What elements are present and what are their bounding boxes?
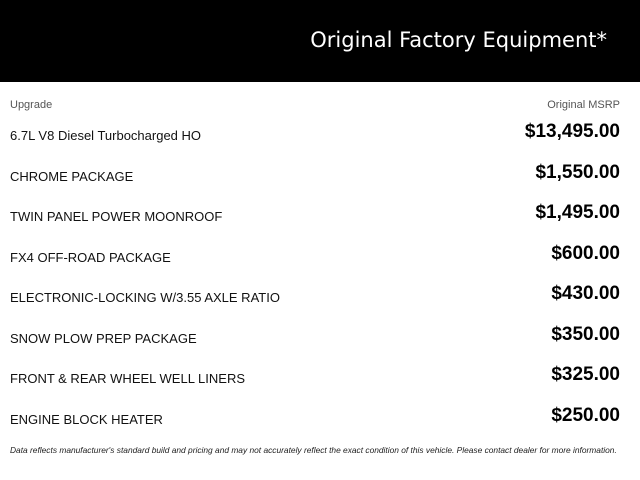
equipment-list xyxy=(0,116,640,440)
list-item xyxy=(0,238,640,279)
page-header xyxy=(0,0,640,82)
item-name: ELECTRONIC-LOCKING W/3.55 AXLE RATIO xyxy=(10,290,280,305)
list-item xyxy=(0,116,640,157)
item-name: FX4 OFF-ROAD PACKAGE xyxy=(10,249,171,265)
item-name: SNOW PLOW PREP PACKAGE xyxy=(10,330,197,346)
list-item xyxy=(0,400,640,441)
item-price: $1,550.00 xyxy=(535,161,620,183)
item-price: $325.00 xyxy=(551,364,620,385)
item-name: FRONT & REAR WHEEL WELL LINERS xyxy=(10,371,246,386)
list-item xyxy=(0,319,640,360)
item-name: ENGINE BLOCK HEATER xyxy=(10,411,163,427)
list-item xyxy=(0,197,640,238)
item-price: $350.00 xyxy=(551,323,620,345)
disclaimer-text: Data reflects manufacturer's standard build and pricing and may not accurately reflect the exact condition of this vehicle. Please contact dealer for more information. xyxy=(10,445,617,455)
page-title: Original Factory Equipment* xyxy=(310,28,607,52)
item-price: $600.00 xyxy=(551,242,620,264)
list-item xyxy=(0,359,640,400)
item-name: TWIN PANEL POWER MOONROOF xyxy=(10,209,223,224)
item-price: $430.00 xyxy=(551,283,620,304)
list-item xyxy=(0,278,640,319)
item-price: $1,495.00 xyxy=(535,202,620,223)
upgrade-column-header: Upgrade xyxy=(10,99,53,111)
item-name: CHROME PACKAGE xyxy=(10,168,134,184)
item-name: 6.7L V8 Diesel Turbocharged HO xyxy=(10,128,202,143)
item-price: $250.00 xyxy=(551,404,620,426)
msrp-column-header: Original MSRP xyxy=(547,99,620,111)
list-item xyxy=(0,157,640,198)
item-price: $13,495.00 xyxy=(524,121,620,142)
